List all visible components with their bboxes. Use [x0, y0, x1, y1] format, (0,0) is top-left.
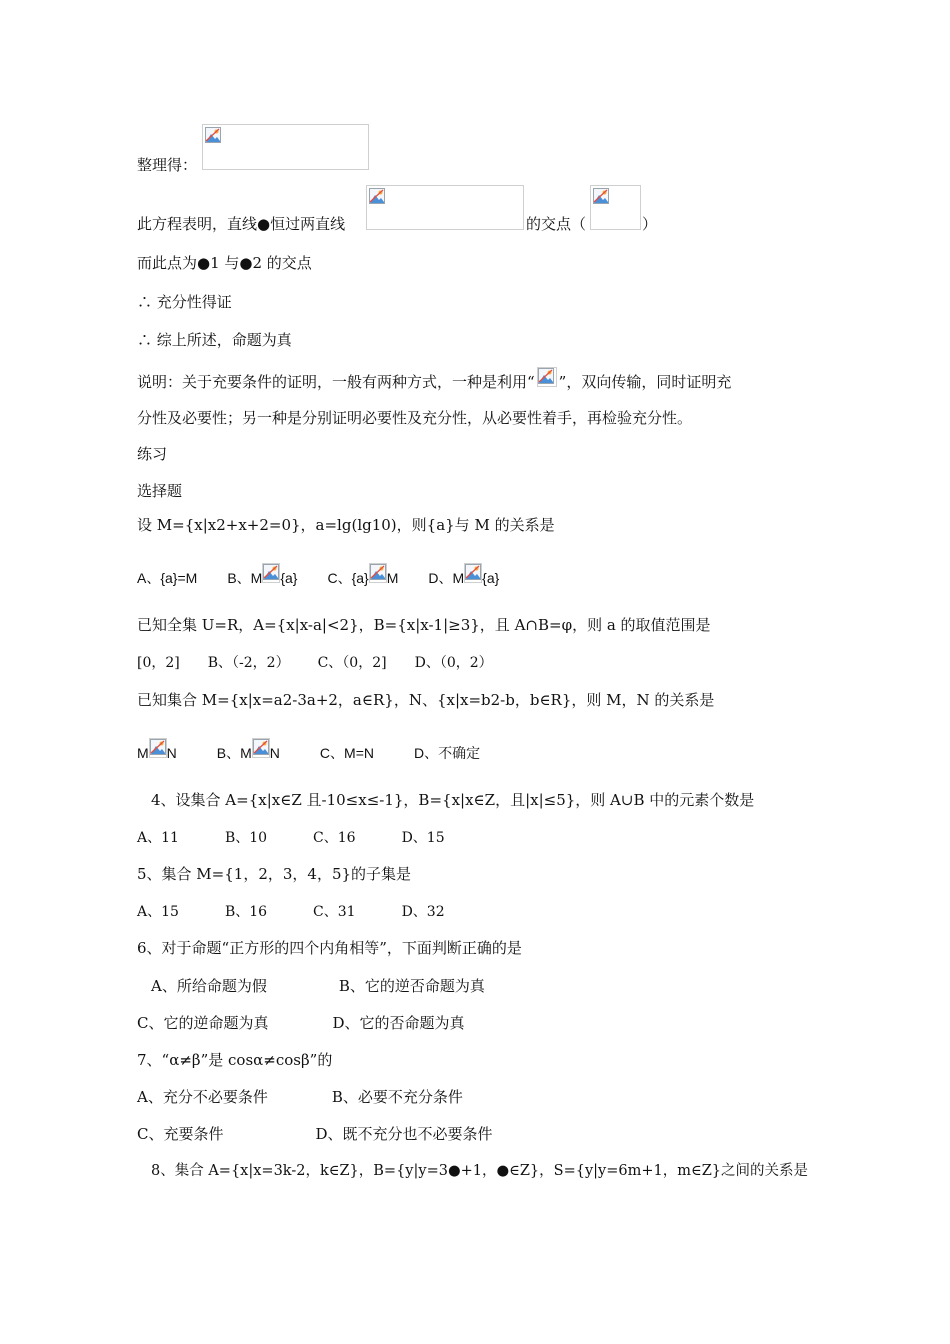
text: ∴ 综上所述，命题为真: [137, 331, 292, 349]
text: 选择题: [137, 482, 183, 500]
option-c: C、31: [313, 904, 356, 920]
option-b: B、M: [227, 570, 263, 586]
question-5: [137, 864, 411, 884]
option-d: D、32: [401, 904, 445, 920]
option-c: C、充要条件: [137, 1125, 224, 1143]
option-a: A、所给命题为假: [151, 977, 267, 995]
option-d: D、既不充分也不必要条件: [315, 1125, 493, 1143]
option-b-tail: N: [269, 745, 280, 761]
text: 整理得：: [137, 156, 198, 174]
option-a: A、充分不必要条件: [137, 1088, 268, 1106]
option-a: A、{a}=M: [137, 570, 198, 586]
section-practice: [137, 444, 167, 464]
question-6: [137, 938, 522, 958]
line-close-paren: [642, 214, 657, 234]
text: 5、集合 M={1，2，3，4，5}的子集是: [137, 865, 412, 883]
option-b: B、10: [224, 830, 268, 846]
question-6-options-row2: [137, 1013, 465, 1033]
text: 已知全集 U=R，A={x|x-a|<2}，B={x|x-1|≥3}，且 A∩B=φ，则 a 的取值范围是: [137, 616, 711, 634]
text: 的交点（: [526, 215, 587, 233]
broken-image-icon: [150, 739, 166, 755]
formula-image: [537, 367, 557, 387]
broken-image-icon: [370, 564, 386, 580]
question-2: [137, 615, 711, 635]
question-4-options: [137, 828, 445, 848]
broken-image-icon: [538, 368, 554, 384]
option-c: C、16: [313, 830, 356, 846]
formula-image: [590, 185, 641, 230]
question-2-options: [137, 653, 493, 673]
option-c: C、M=N: [319, 745, 374, 761]
option-b: B、它的逆否命题为真: [338, 977, 485, 995]
option-a: A、15: [137, 904, 179, 920]
line-equation-meaning: [137, 214, 345, 234]
question-1-options: [137, 563, 499, 588]
broken-image-icon: [369, 188, 385, 204]
question-5-options: [137, 902, 445, 922]
text: 已知集合 M={x|x=a2-3a+2，a∈R}，N、{x|x=b2-b，b∈R}，则 M，N 的关系是: [137, 691, 715, 709]
option-a: [0，2]: [137, 655, 180, 671]
option-c-tail: M: [386, 570, 399, 586]
option-d: D、（0，2）: [414, 655, 493, 671]
option-b: B、16: [224, 904, 268, 920]
question-7: [137, 1050, 332, 1070]
line-note: [137, 367, 731, 392]
text: 说明：关于充要条件的证明，一般有两种方式，一种是利用“: [137, 373, 535, 391]
text: ）: [642, 215, 658, 233]
text: ”，双向传输，同时证明充: [558, 373, 732, 391]
broken-image-icon: [205, 127, 221, 143]
broken-image-icon: [593, 188, 609, 204]
option-c: C、（0，2]: [317, 655, 387, 671]
formula-image: [202, 124, 369, 170]
question-7-options-row1: [137, 1087, 463, 1107]
formula-image: [252, 738, 270, 758]
line-conclusion: [137, 330, 292, 350]
text: 8、集合 A={x|x=3k-2，k∈Z}，B={y|y=3●+1，●∈Z}，S={y|y=6m+1，m∈Z}之间的关系是: [151, 1163, 809, 1179]
section-choice: [137, 481, 182, 501]
option-d: D、15: [401, 830, 445, 846]
text: 设 M={x|x2+x+2=0}，a=lg(lg10)，则{a}与 M 的关系是: [137, 516, 555, 534]
option-a-tail: N: [166, 745, 177, 761]
option-d: D、它的否命题为真: [332, 1014, 465, 1032]
option-b: B、（-2，2）: [207, 655, 290, 671]
text: 而此点为●1 与●2 的交点: [137, 254, 312, 272]
formula-image: [464, 563, 482, 583]
broken-image-icon: [465, 564, 481, 580]
broken-image-icon: [263, 564, 279, 580]
option-b: B、必要不充分条件: [331, 1088, 463, 1106]
text: 分性及必要性；另一种是分别证明必要性及充分性，从必要性着手，再检验充分性。: [137, 409, 693, 427]
question-3: [137, 690, 714, 710]
text: 6、对于命题“正方形的四个内角相等”，下面判断正确的是: [137, 939, 522, 957]
option-b: B、M: [216, 745, 252, 761]
line-zhengli: [137, 155, 197, 175]
formula-image: [149, 738, 167, 758]
option-c: C、{a}: [327, 570, 369, 586]
text: 7、“α≠β”是 cosα≠cosβ”的: [137, 1051, 333, 1069]
question-8: [151, 1161, 808, 1181]
option-d-tail: {a}: [482, 570, 500, 586]
text: 此方程表明，直线●恒过两直线: [137, 215, 346, 233]
option-b-tail: {a}: [280, 570, 298, 586]
option-a: M: [137, 745, 149, 761]
text: 4、设集合 A={x|x∈Z 且-10≤x≤-1}，B={x|x∈Z，且|x|≤5}，则 A∪B 中的元素个数是: [151, 791, 755, 809]
option-a: A、11: [137, 830, 179, 846]
line-point: [137, 253, 312, 273]
formula-image: [262, 563, 280, 583]
option-d: D、不确定: [413, 745, 481, 761]
option-c: C、它的逆命题为真: [137, 1014, 269, 1032]
option-d: D、M: [428, 570, 465, 586]
line-sufficiency: [137, 292, 232, 312]
line-note-cont: [137, 408, 692, 428]
text: 练习: [137, 445, 168, 463]
text: ∴ 充分性得证: [137, 293, 232, 311]
line-intersection: [526, 214, 586, 234]
formula-image: [366, 185, 524, 230]
question-7-options-row2: [137, 1124, 493, 1144]
formula-image: [369, 563, 387, 583]
question-1: [137, 515, 555, 535]
question-3-options: [137, 738, 480, 763]
question-4: [151, 790, 754, 810]
question-6-options-row1: [151, 976, 485, 996]
broken-image-icon: [253, 739, 269, 755]
